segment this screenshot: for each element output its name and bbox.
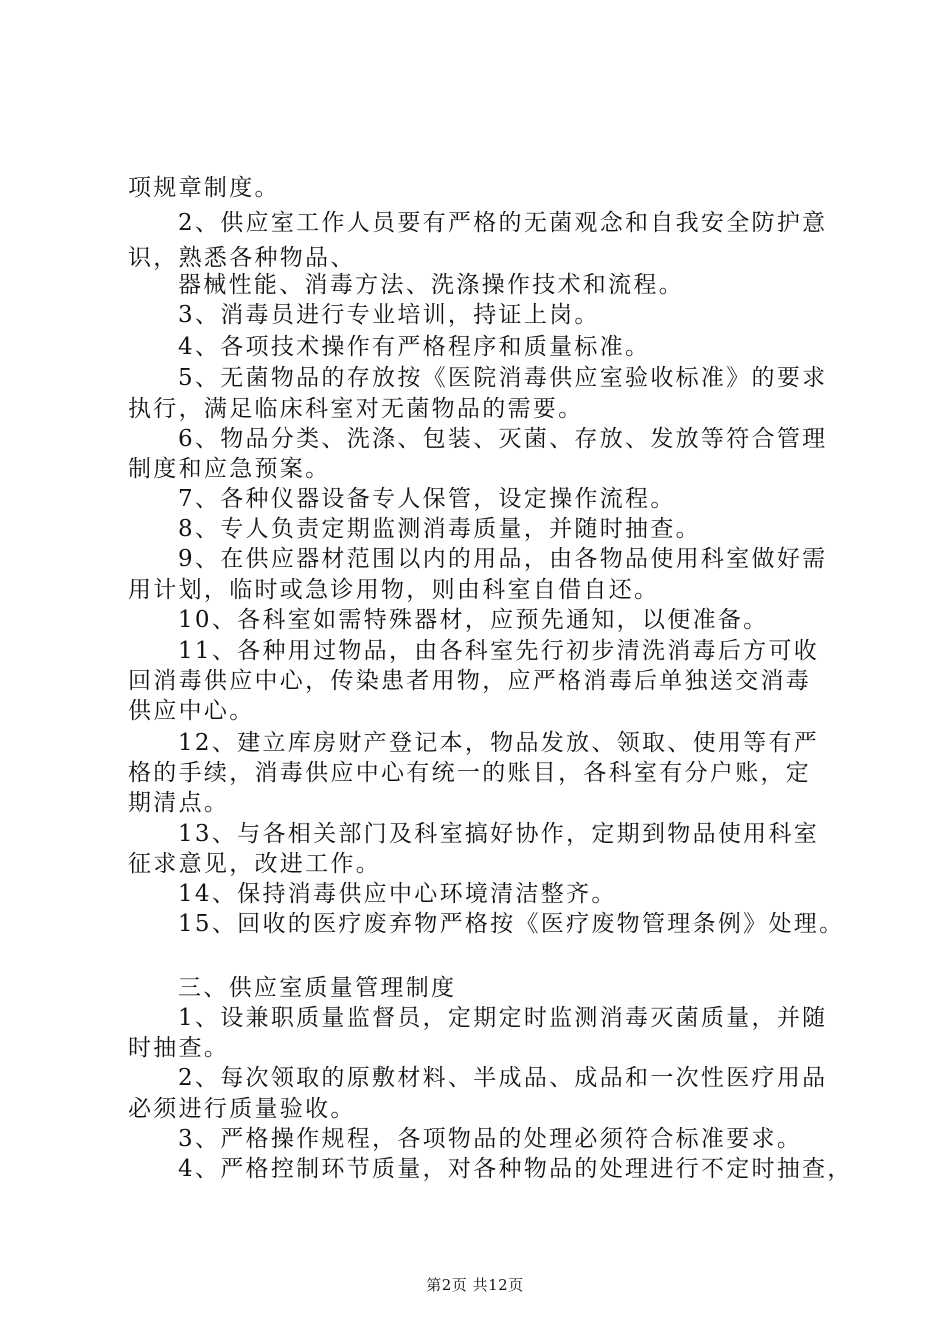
body-text-line: 4、严格控制环节质量，对各种物品的处理进行不定时抽查， xyxy=(178,1156,853,1182)
body-text-line: 项规章制度。 xyxy=(128,175,280,201)
page-indicator: 第2页 共12页 xyxy=(426,1276,524,1294)
body-text-line: 12、建立库房财产登记本，物品发放、领取、使用等有严 xyxy=(178,730,820,756)
body-text-line: 13、与各相关部门及科室搞好协作，定期到物品使用科室 xyxy=(178,821,820,847)
body-text-line: 必须进行质量验收。 xyxy=(128,1096,356,1122)
body-text-line: 11、各种用过物品，由各科室先行初步清洗消毒后方可收 xyxy=(178,638,820,664)
body-text-line: 10、各科室如需特殊器材，应预先通知，以便准备。 xyxy=(178,607,769,633)
body-text-line: 识，熟悉各种物品、 xyxy=(128,245,356,271)
body-text-line: 3、消毒员进行专业培训，持证上岗。 xyxy=(178,302,600,328)
body-text-line: 1、设兼职质量监督员，定期定时监测消毒灭菌质量，并随 xyxy=(178,1005,828,1031)
body-text-line: 2、供应室工作人员要有严格的无菌观念和自我安全防护意 xyxy=(178,210,828,236)
body-text-line: 供应中心。 xyxy=(128,698,255,724)
body-text-line: 14、保持消毒供应中心环境清洁整齐。 xyxy=(178,881,617,907)
body-text-line: 用计划，临时或急诊用物，则由科室自借自还。 xyxy=(128,577,660,603)
body-text-line: 3、严格操作规程，各项物品的处理必须符合标准要求。 xyxy=(178,1126,803,1152)
body-text-line: 器械性能、消毒方法、洗涤操作技术和流程。 xyxy=(178,272,684,298)
body-text-line: 期清点。 xyxy=(128,790,230,816)
body-text-line: 执行，满足临床科室对无菌物品的需要。 xyxy=(128,396,584,422)
body-text-line: 5、无菌物品的存放按《医院消毒供应室验收标准》的要求 xyxy=(178,365,828,391)
body-text-line: 时抽查。 xyxy=(128,1035,230,1061)
body-text-line: 6、物品分类、洗涤、包装、灭菌、存放、发放等符合管理 xyxy=(178,426,828,452)
body-text-line: 15、回收的医疗废弃物严格按《医疗废物管理条例》处理。 xyxy=(178,911,845,937)
section-heading: 三、供应室质量管理制度 xyxy=(178,975,457,1001)
body-text-line: 8、专人负责定期监测消毒质量，并随时抽查。 xyxy=(178,516,701,542)
body-text-line: 制度和应急预案。 xyxy=(128,456,331,482)
body-text-line: 回消毒供应中心，传染患者用物，应严格消毒后单独送交消毒 xyxy=(128,668,812,694)
body-text-line: 征求意见，改进工作。 xyxy=(128,851,381,877)
body-text-line: 2、每次领取的原敷材料、半成品、成品和一次性医疗用品 xyxy=(178,1065,828,1091)
body-text-line: 4、各项技术操作有严格程序和质量标准。 xyxy=(178,334,651,360)
body-text-line: 9、在供应器材范围以内的用品，由各物品使用科室做好需 xyxy=(178,546,828,572)
body-text-line: 格的手续，消毒供应中心有统一的账目，各科室有分户账，定 xyxy=(128,760,812,786)
body-text-line: 7、各种仪器设备专人保管，设定操作流程。 xyxy=(178,486,676,512)
